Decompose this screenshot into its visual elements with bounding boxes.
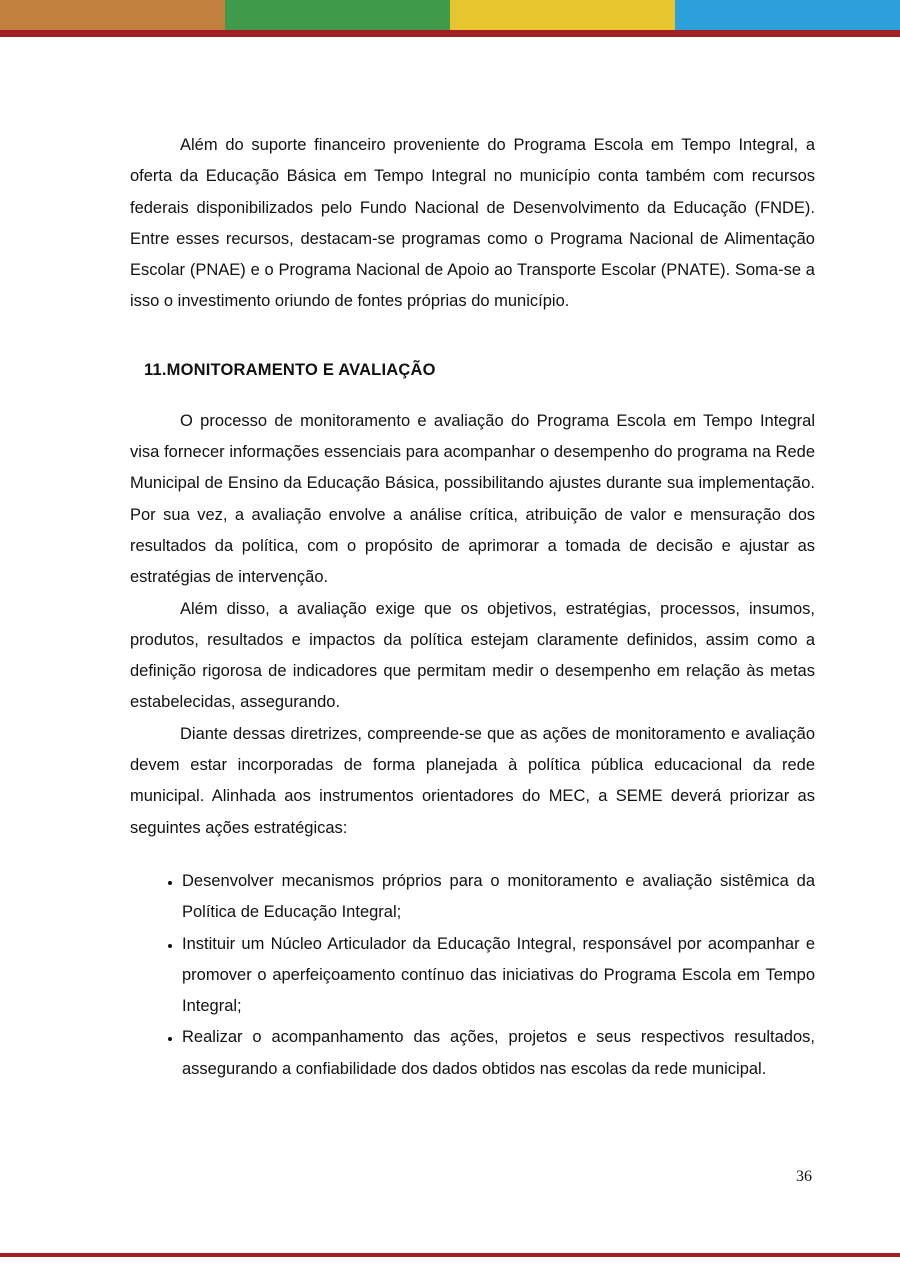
list-item: • Instituir um Núcleo Articulador da Educação Integral, responsável por acompanhar e promover o aperfeiçoamento contínuo das iniciativas do Programa Escola em Tempo Integral; — [182, 929, 815, 1023]
strategic-actions-list — [130, 866, 815, 1085]
banner-segment-green — [225, 0, 450, 30]
banner-segment-blue — [675, 0, 900, 30]
paragraph-evaluation-requirements: Além disso, a avaliação exige que os objetivos, estratégias, processos, insumos, produtos, resultados e impactos da política estejam claramente definidos, assim como a definição rigorosa de indicadores que permitam medir o desempenho em relação às metas estabelecidas, assegurando. — [130, 599, 815, 712]
banner-segment-orange — [0, 0, 225, 30]
page-content — [0, 37, 900, 1085]
banner-red-stripe — [0, 30, 900, 37]
paragraph-guidelines: Diante dessas diretrizes, compreende-se que as ações de monitoramento e avaliação devem estar incorporadas de forma planejada à política pública educacional da rede municipal. Alinhada aos instrumentos orientadores do MEC, a SEME deverá priorizar as seguintes ações estratégicas: — [130, 724, 815, 837]
page-number: 36 — [796, 1168, 812, 1185]
section-heading: 11.MONITORAMENTO E AVALIAÇÃO — [144, 360, 436, 379]
list-item: • Desenvolver mecanismos próprios para o monitoramento e avaliação sistêmica da Política de Educação Integral; — [182, 866, 815, 929]
list-item: • Realizar o acompanhamento das ações, projetos e seus respectivos resultados, assegurando a confiabilidade dos dados obtidos nas escolas da rede municipal. — [182, 1022, 815, 1085]
banner-segment-yellow — [450, 0, 675, 30]
bottom-red-line — [0, 1253, 900, 1257]
top-banner — [0, 0, 900, 30]
paragraph-monitoring-process: O processo de monitoramento e avaliação do Programa Escola em Tempo Integral visa fornecer informações essenciais para acompanhar o desempenho do programa na Rede Municipal de Ensino da Educação Básica, possibilitando ajustes durante sua implementação. Por sua vez, a avaliação envolve a análise crítica, atribuição de valor e mensuração dos resultados da política, com o propósito de aprimorar a tomada de decisão e ajustar as estratégias de intervenção. — [130, 411, 815, 587]
paragraph-funding: Além do suporte financeiro proveniente do Programa Escola em Tempo Integral, a oferta da Educação Básica em Tempo Integral no município conta também com recursos federais disponibilizados pelo Fundo Nacional de Desenvolvimento da Educação (FNDE). Entre esses recursos, destacam-se programas como o Programa Nacional de Alimentação Escolar (PNAE) e o Programa Nacional de Apoio ao Transporte Escolar (PNATE). Soma-se a isso o investimento oriundo de fontes próprias do município. — [130, 136, 815, 311]
